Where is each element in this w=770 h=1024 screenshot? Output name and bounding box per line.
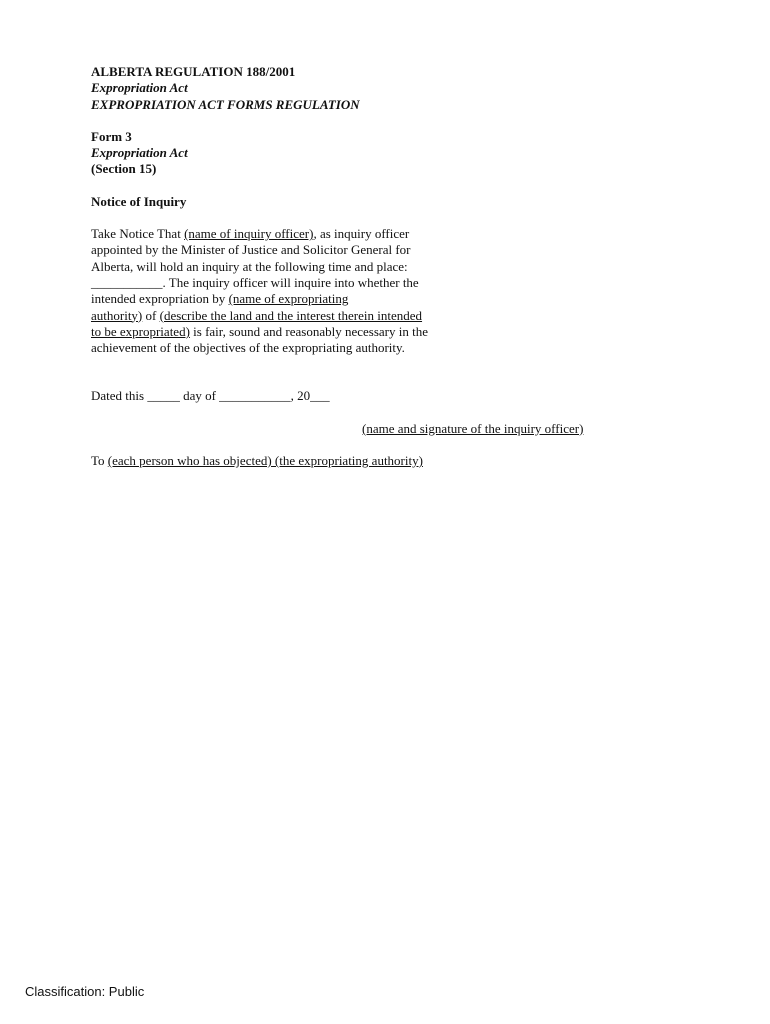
notice-text: Take Notice That [91,226,185,242]
form-content [91,64,611,469]
inquiry-officer-placeholder: (name of inquiry officer) [184,226,314,242]
recipient-prefix: To [91,453,108,469]
notice-body [91,226,611,356]
form-heading [91,129,611,178]
spacer [91,178,611,194]
signature-label: (name and signature of the inquiry officer) [362,420,584,436]
spacer [91,356,611,388]
notice-line [91,226,611,242]
notice-line [91,308,611,324]
spacer [91,437,611,453]
classification-label: Classification: Public [25,984,145,999]
spacer [91,113,611,129]
notice-title: Notice of Inquiry [91,193,187,209]
act-name: Expropriation Act [91,80,188,96]
document-header [91,64,611,113]
recipient-line [91,453,611,469]
expropriating-authority-placeholder: authority) [91,307,143,323]
land-description-placeholder: to be expropriated) [91,323,190,339]
notice-line: ___________. The inquiry officer will inquire into whether the [91,274,419,290]
regulation-number: ALBERTA REGULATION 188/2001 [91,64,296,79]
notice-text: is fair, sound and reasonably necessary in the [189,323,429,339]
notice-line: appointed by the Minister of Justice and Solicitor General for [91,242,411,258]
spacer [91,405,611,421]
notice-text: of [142,307,160,323]
notice-text: , as inquiry officer [313,226,410,242]
form-number: Form 3 [91,128,132,144]
spacer [91,210,611,226]
form-act: Expropriation Act [91,145,188,161]
notice-line: Alberta, will hold an inquiry at the following time and place: [91,258,408,274]
regulation-name: EXPROPRIATION ACT FORMS REGULATION [91,96,360,112]
notice-line [91,291,611,307]
notice-line [91,324,611,340]
recipient-placeholder: (each person who has objected) (the expropriating authority) [107,453,423,469]
land-description-placeholder: (describe the land and the interest therein intended [159,307,423,323]
dated-line: Dated this _____ day of ___________, 20___ [91,388,330,404]
expropriating-authority-placeholder: (name of expropriating [228,291,349,307]
notice-text: intended expropriation by [91,291,229,307]
form-section: (Section 15) [91,161,157,177]
notice-line: achievement of the objectives of the expropriating authority. [91,340,405,356]
